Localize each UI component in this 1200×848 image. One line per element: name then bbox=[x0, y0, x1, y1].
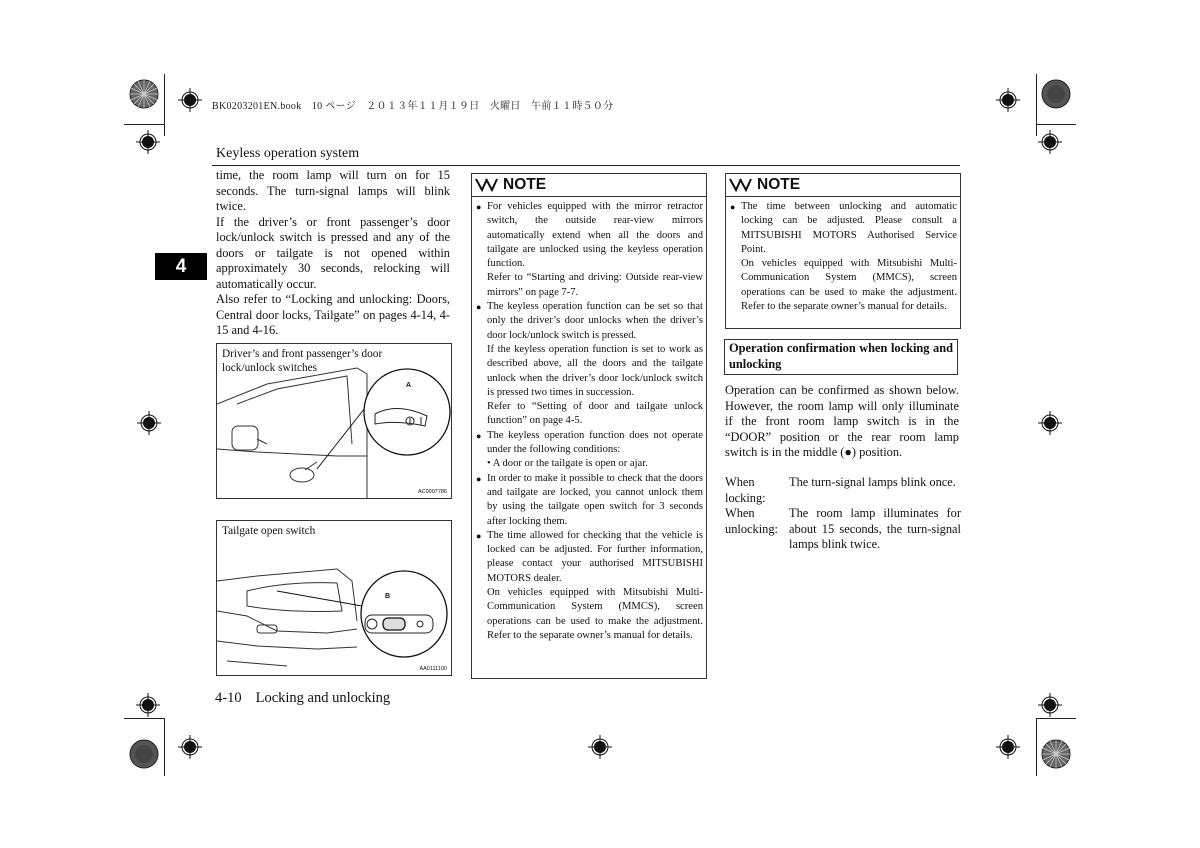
tailgate-switch-figure bbox=[216, 520, 452, 676]
operation-row bbox=[725, 475, 961, 506]
chapter-name: Locking and unlocking bbox=[255, 690, 391, 706]
figure-code: AA0111100 bbox=[419, 666, 447, 672]
note-subtext: Refer to “Setting of door and tailgate unlock function” on page 4-5. bbox=[487, 401, 703, 427]
note-title: NOTE bbox=[503, 176, 547, 193]
crop-mark bbox=[1036, 718, 1076, 719]
note-subtext: On vehicles equipped with Mitsubishi Multi-Communication System (MMCS), screen operations can be used to make the adjustment. Refer to the separate owner’s manual for details. bbox=[487, 587, 703, 641]
note-item: ● The keyless operation function does not operate under the following conditions: bbox=[476, 429, 703, 458]
figure-caption: Tailgate open switch bbox=[222, 525, 316, 537]
crop-mark bbox=[1036, 74, 1037, 136]
header-rule bbox=[212, 165, 960, 166]
tailgate-illustration bbox=[217, 521, 451, 675]
crop-mark bbox=[164, 718, 165, 776]
note-icon bbox=[475, 177, 501, 193]
crosshair-registration-icon bbox=[588, 735, 612, 759]
crosshair-registration-icon bbox=[996, 735, 1020, 759]
note-subtext: On vehicles equipped with Mitsubishi Multi-Communication System (MMCS), screen operations can be used to make the adjustment. Refer to the separate owner’s manual for details. bbox=[741, 258, 957, 313]
note-item: ● In order to make it possible to check that the doors and tailgate are locked, you cannot unlock them by using the tailgate open switch for 3 seconds after locking them. bbox=[476, 472, 703, 529]
note-item: ● The time allowed for checking that the vehicle is locked can be adjusted. For further information, please contact your authorised MITSUBISHI MOTORS dealer. bbox=[476, 529, 703, 586]
note-title: NOTE bbox=[757, 176, 801, 193]
crop-mark bbox=[164, 74, 165, 136]
crop-mark bbox=[1036, 718, 1037, 776]
rosette-registration-icon bbox=[128, 78, 160, 110]
crosshair-registration-icon bbox=[136, 130, 160, 154]
figure-caption: Driver’s and front passenger’s door lock/unlock switches bbox=[222, 348, 383, 374]
note-header bbox=[726, 174, 960, 197]
note-box bbox=[725, 173, 961, 329]
operation-desc: The turn-signal lamps blink once. bbox=[789, 475, 956, 489]
rosette-registration-icon bbox=[128, 738, 160, 770]
callout-label: A bbox=[406, 382, 412, 389]
bullet-icon: ● bbox=[476, 473, 482, 484]
note-body bbox=[472, 197, 706, 643]
crop-mark bbox=[124, 718, 164, 719]
print-header: BK0203201EN.book 10 ページ ２０１３年１１月１９日 火曜日 午前１１時５０分 bbox=[212, 101, 614, 112]
crosshair-registration-icon bbox=[996, 88, 1020, 112]
crosshair-registration-icon bbox=[137, 411, 161, 435]
door-illustration bbox=[217, 344, 451, 498]
bullet-icon: ● bbox=[730, 202, 736, 212]
callout-label: B bbox=[385, 593, 391, 600]
operation-desc: The room lamp illuminates for about 15 seconds, the turn-signal lamps blink twice. bbox=[789, 506, 961, 551]
crosshair-registration-icon bbox=[178, 735, 202, 759]
note-header bbox=[472, 174, 706, 197]
note-subtext: Refer to “Starting and driving: Outside rear-view mirrors” on page 7-7. bbox=[487, 272, 703, 298]
figure-code: AC0007786 bbox=[417, 489, 447, 495]
page-footer bbox=[215, 690, 390, 707]
paragraph: time, the room lamp will turn on for 15 seconds. The turn-signal lamps will blink twice. bbox=[216, 168, 450, 213]
rosette-registration-icon bbox=[1040, 78, 1072, 110]
bullet-icon: ● bbox=[476, 530, 482, 541]
rosette-registration-icon bbox=[1040, 738, 1072, 770]
operation-row bbox=[725, 506, 961, 553]
bullet-icon: ● bbox=[476, 202, 482, 212]
crop-mark bbox=[124, 124, 164, 125]
crosshair-registration-icon bbox=[178, 88, 202, 112]
bullet-icon: ● bbox=[476, 430, 482, 441]
subheading-box: Operation confirmation when locking and unlocking bbox=[724, 339, 958, 375]
crop-mark bbox=[1036, 124, 1076, 125]
operation-term: When locking: bbox=[725, 475, 766, 505]
note-subtext: If the keyless operation function is set to work as described above, all the doors and the tailgate unlock when the driver’s door lock/unlock switch is pressed two times in succession. bbox=[487, 343, 703, 398]
chapter-tab: 4 bbox=[155, 253, 207, 280]
operation-term: When unlocking: bbox=[725, 506, 778, 536]
crosshair-registration-icon bbox=[1038, 693, 1062, 717]
body-column-1 bbox=[216, 168, 450, 339]
page-number: 4-10 bbox=[215, 690, 242, 706]
paragraph: Also refer to “Locking and unlocking: Doors, Central door locks, Tailgate” on pages 4-14, 4-15 and 4-16. bbox=[216, 292, 450, 337]
crosshair-registration-icon bbox=[136, 693, 160, 717]
note-item: ● The keyless operation function can be set so that only the driver’s door unlocks when the driver’s door lock/unlock switch is pressed. bbox=[476, 300, 703, 343]
note-subtext: • A door or the tailgate is open or ajar. bbox=[487, 458, 648, 470]
crosshair-registration-icon bbox=[1038, 411, 1062, 435]
door-switch-figure bbox=[216, 343, 452, 499]
bullet-icon: ● bbox=[476, 302, 482, 313]
note-item: ● The time between unlocking and automatic locking can be adjusted. Please consult a MITSUBISHI MOTORS Authorised Service Point. bbox=[730, 200, 957, 257]
note-item: ● For vehicles equipped with the mirror retractor switch, the outside rear-view mirrors automatically extend when all the doors and tailgate are unlocked using the keyless operation function. bbox=[476, 200, 703, 271]
note-icon bbox=[729, 177, 755, 193]
body-column-3: Operation can be confirmed as shown below. However, the room lamp will only illuminate if the front room lamp switch is in the “DOOR” position or the rear room lamp switch is in the middle (●) position. bbox=[725, 383, 959, 459]
section-title: Keyless operation system bbox=[216, 146, 360, 161]
note-box bbox=[471, 173, 707, 679]
operation-list bbox=[725, 475, 961, 553]
crosshair-registration-icon bbox=[1038, 130, 1062, 154]
paragraph: If the driver’s or front passenger’s door lock/unlock switch is pressed and any of the doors or tailgate is not opened within approximately 30 seconds, relocking will automatically occur. bbox=[216, 214, 450, 291]
note-body bbox=[726, 197, 960, 314]
